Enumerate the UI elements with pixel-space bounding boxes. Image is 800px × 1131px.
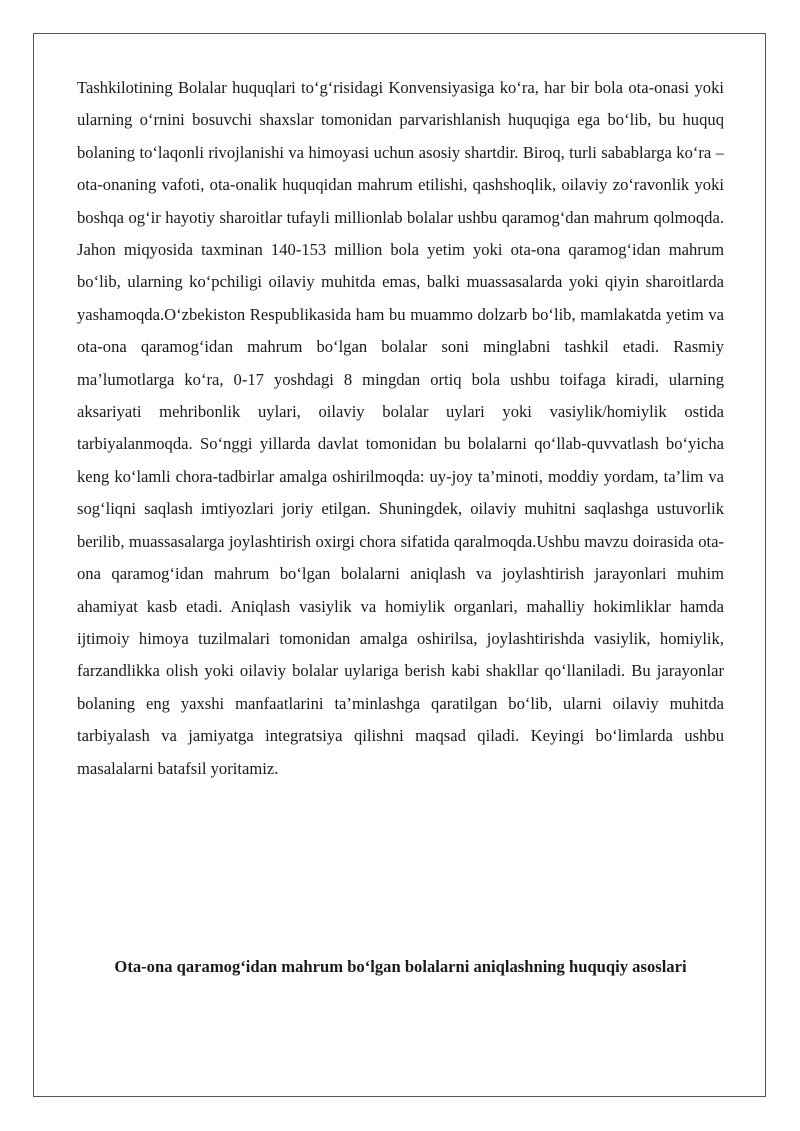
- body-paragraph: Tashkilotining Bolalar huquqlari to‘g‘risidagi Konvensiyasiga ko‘ra, har bir bola ota-onasi yoki ularning o‘rnini bosuvchi shaxslar tomonidan parvarishlanish huquqiga ega bo‘lib, bu huquq bolaning to‘laqonli rivojlanishi va himoyasi uchun asosiy shartdir. Biroq, turli sabablarga ko‘ra – ota-onaning vafoti, ota-onalik huquqidan mahrum etilishi, qashshoqlik, oilaviy zo‘ravonlik yoki boshqa og‘ir hayotiy sharoitlar tufayli millionlab bolalar ushbu qaramog‘dan mahrum qolmoqda. Jahon miqyosida taxminan 140-153 million bola yetim yoki ota-ona qaramog‘idan mahrum bo‘lib, ularning ko‘pchiligi oilaviy muhitda emas, balki muassasalarda yoki qiyin sharoitlarda yashamoqda.O‘zbekiston Respublikasida ham bu muammo dolzarb bo‘lib, mamlakatda yetim va ota-ona qaramog‘idan mahrum bo‘lgan bolalar soni minglabni tashkil etadi. Rasmiy ma’lumotlarga ko‘ra, 0-17 yoshdagi 8 mingdan ortiq bola ushbu toifaga kiradi, ularning aksariyati mehribonlik uylari, oilaviy bolalar uylari yoki vasiylik/homiylik ostida tarbiyalanmoqda. So‘nggi yillarda davlat tomonidan bu bolalarni qo‘llab-quvvatlash bo‘yicha keng ko‘lamli chora-tadbirlar amalga oshirilmoqda: uy-joy ta’minoti, moddiy yordam, ta’lim va sog‘liqni saqlash imtiyozlari joriy etilgan. Shuningdek, oilaviy muhitni saqlashga ustuvorlik berilib, muassasalarga joylashtirish oxirgi chora sifatida qaralmoqda.Ushbu mavzu doirasida ota-ona qaramog‘idan mahrum bo‘lgan bolalarni aniqlash va joylashtirish jarayonlari muhim ahamiyat kasb etadi. Aniqlash vasiylik va homiylik organlari, mahalliy hokimliklar hamda ijtimoiy himoya tuzilmalari tomonidan amalga oshirilsa, joylashtirishda vasiylik, homiylik, farzandlikka olish yoki oilaviy bolalar uylariga berish kabi shakllar qo‘llaniladi. Bu jarayonlar bolaning eng yaxshi manfaatlarini ta’minlashga qaratilgan bo‘lib, ularni oilaviy muhitda tarbiyalash va jamiyatga integratsiya qilishni maqsad qiladi. Keyingi bo‘limlarda ushbu masalalarni batafsil yoritamiz.: [77, 78, 724, 778]
- section-heading: Ota-ona qaramog‘idan mahrum bo‘lgan bolalarni aniqlashning huquqiy asoslari: [114, 957, 687, 976]
